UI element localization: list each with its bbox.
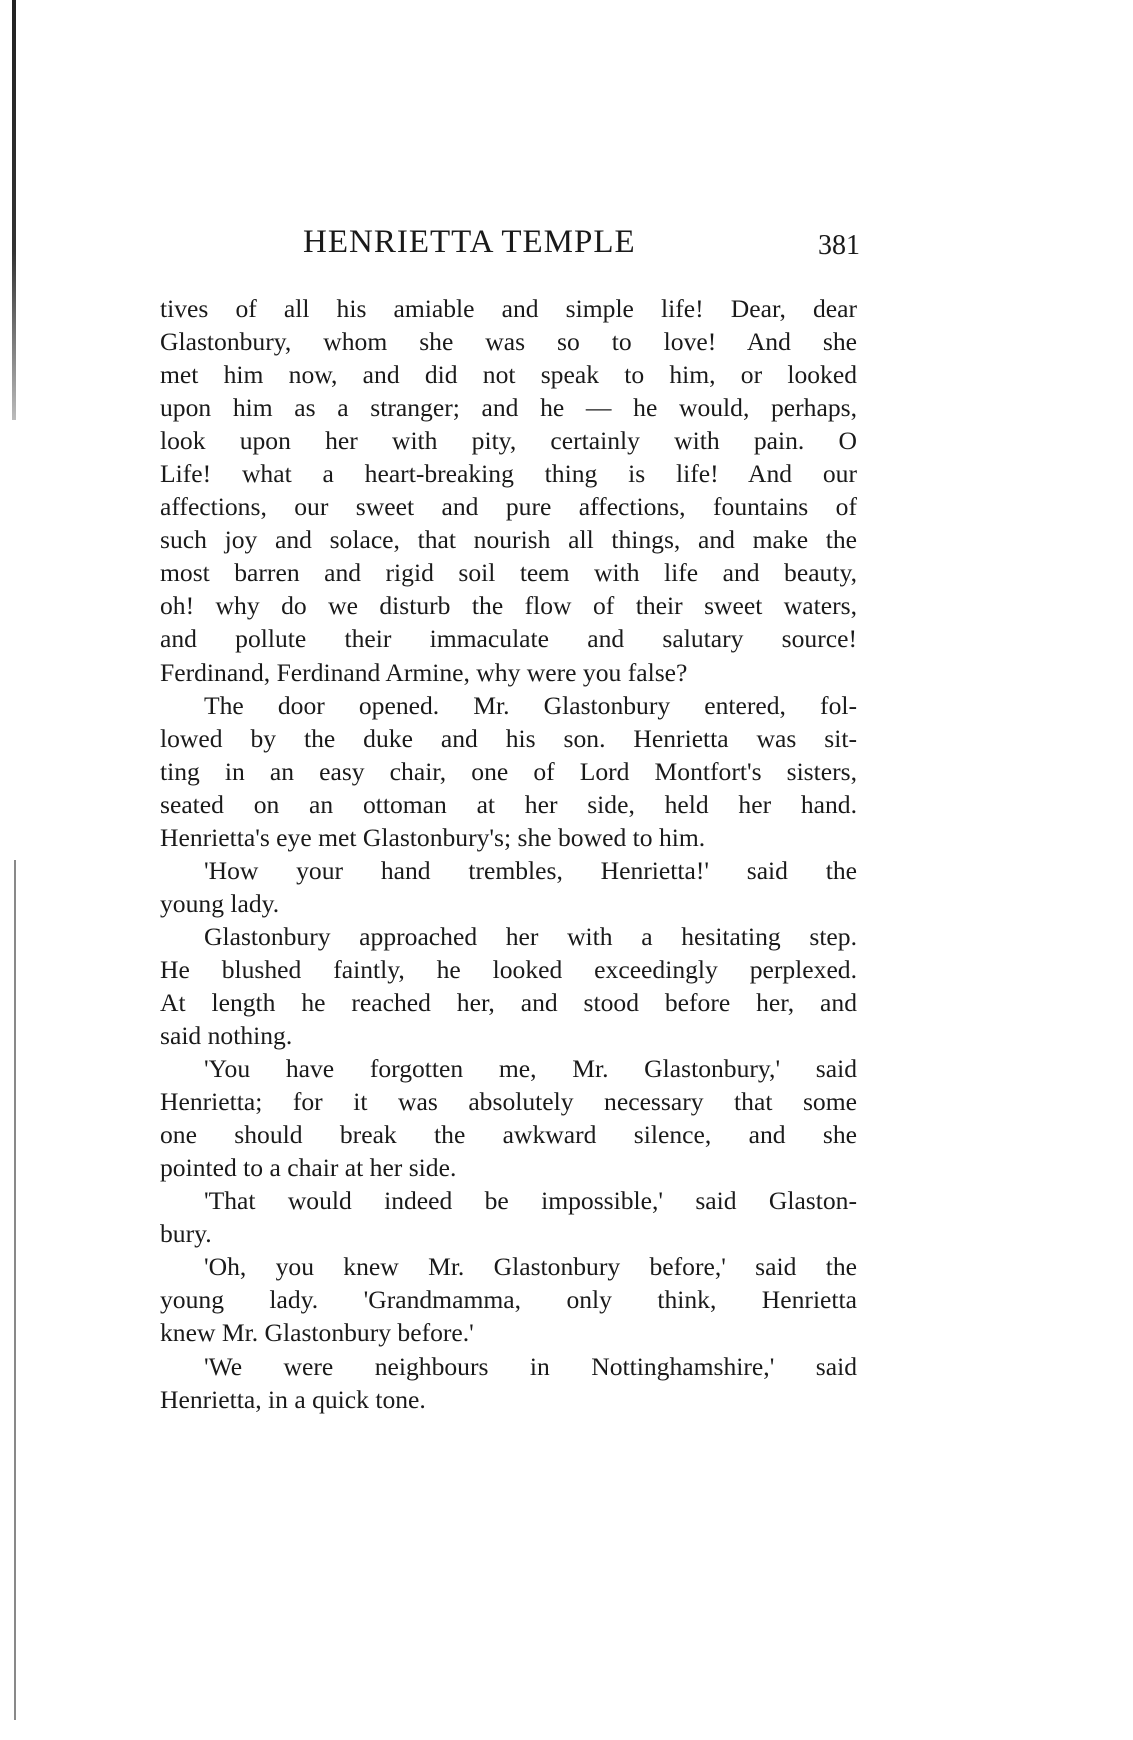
text-line: 'Oh, you knew Mr. Glastonbury before,' said the <box>204 1252 857 1282</box>
text-line: pointed to a chair at her side. <box>160 1153 457 1183</box>
text-line: young lady. <box>160 888 280 918</box>
page-header <box>160 224 860 264</box>
text-line: 'You have forgotten me, Mr. Glastonbury,' said <box>204 1054 857 1084</box>
text-line: upon him as a stranger; and he — he would, perhaps, <box>160 393 857 423</box>
text-line: The door opened. Mr. Glastonbury entered, fol- <box>204 690 857 720</box>
text-line: bury. <box>160 1219 212 1249</box>
text-line: one should break the awkward silence, and she <box>160 1120 857 1150</box>
text-line: 'That would indeed be impossible,' said Glaston- <box>204 1186 857 1216</box>
text-line: At length he reached her, and stood before her, and <box>160 987 857 1017</box>
text-line: and pollute their immaculate and salutary source! <box>160 624 857 654</box>
text-line: Glastonbury, whom she was so to love! And she <box>160 327 857 357</box>
text-line: Ferdinand, Ferdinand Armine, why were you false? <box>160 657 688 687</box>
text-line: met him now, and did not speak to him, or looked <box>160 360 857 390</box>
running-title: HENRIETTA TEMPLE <box>303 224 636 260</box>
text-line: look upon her with pity, certainly with pain. O <box>160 426 857 456</box>
scan-binding-edge <box>12 0 16 420</box>
text-line: such joy and solace, that nourish all things, and make the <box>160 525 857 555</box>
text-line: young lady. 'Grandmamma, only think, Henrietta <box>160 1285 857 1315</box>
text-line: 'We were neighbours in Nottinghamshire,' said <box>204 1351 857 1381</box>
text-line: said nothing. <box>160 1021 293 1051</box>
text-line: Henrietta; for it was absolutely necessary that some <box>160 1087 857 1117</box>
scan-margin-line <box>14 860 16 1720</box>
text-line: ting in an easy chair, one of Lord Montfort's sisters, <box>160 756 857 786</box>
text-line: oh! why do we disturb the flow of their sweet waters, <box>160 591 857 621</box>
text-line: Henrietta, in a quick tone. <box>160 1384 426 1414</box>
text-line: tives of all his amiable and simple life! Dear, dear <box>160 294 857 323</box>
text-line: affections, our sweet and pure affections, fountains of <box>160 492 857 522</box>
text-line: seated on an ottoman at her side, held her hand. <box>160 789 857 819</box>
body-text <box>160 292 857 1416</box>
text-line: Glastonbury approached her with a hesitating step. <box>204 921 857 951</box>
text-line: Henrietta's eye met Glastonbury's; she bowed to him. <box>160 822 706 852</box>
text-line: knew Mr. Glastonbury before.' <box>160 1318 474 1348</box>
text-line: Life! what a heart-breaking thing is life! And our <box>160 459 857 489</box>
text-line: most barren and rigid soil teem with life and beauty, <box>160 558 857 588</box>
text-line: 'How your hand trembles, Henrietta!' said the <box>204 855 857 885</box>
text-line: lowed by the duke and his son. Henrietta was sit- <box>160 723 857 753</box>
page-number: 381 <box>818 230 860 261</box>
text-line: He blushed faintly, he looked exceedingly perplexed. <box>160 954 857 984</box>
